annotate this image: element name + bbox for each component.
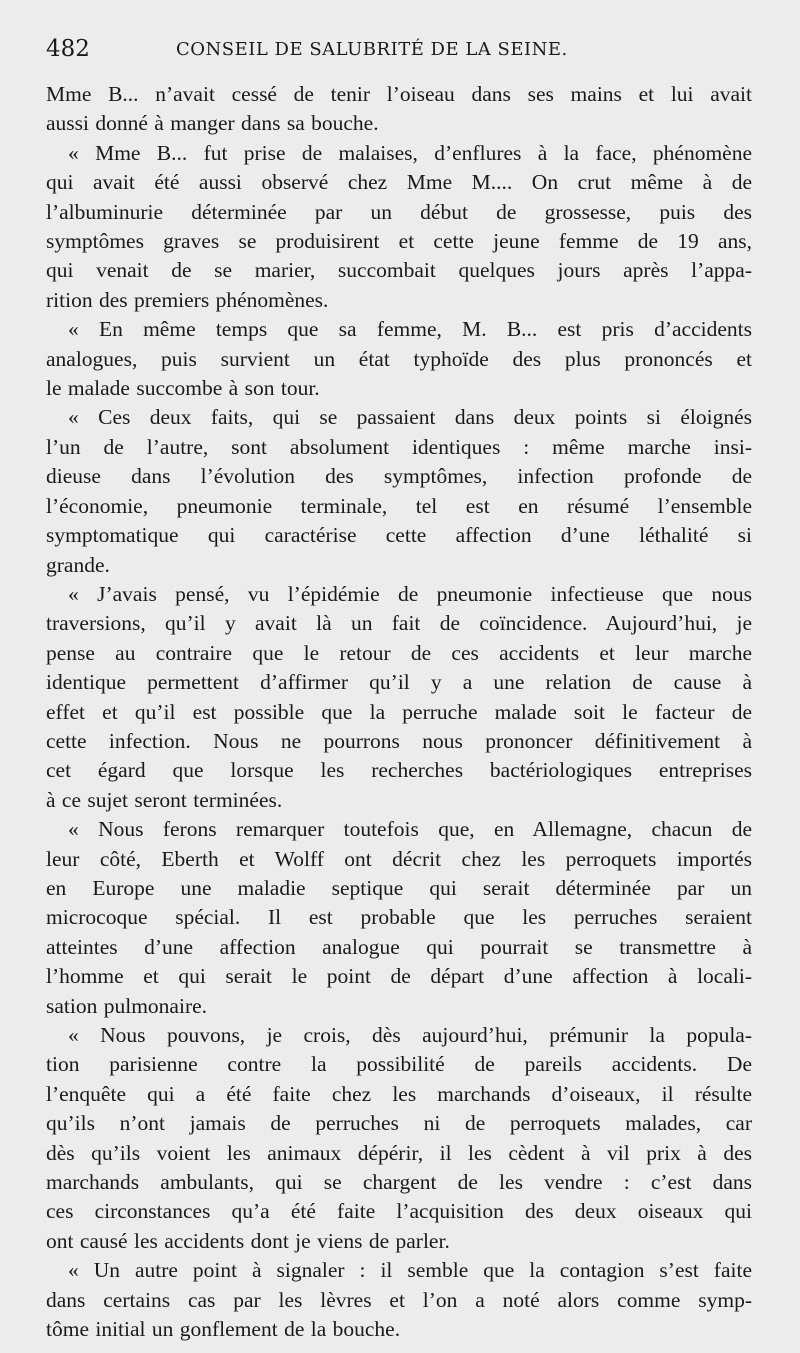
text-line: sation pulmonaire.	[46, 993, 208, 1018]
text-line: « Ces deux faits, qui se passaient dans deux points si éloignés	[68, 405, 752, 430]
text-line: l’économie, pneumonie terminale, tel est en résumé l’ensemble	[46, 493, 752, 518]
text-line: dans certains cas par les lèvres et l’on a noté alors comme symp-	[46, 1287, 752, 1312]
paragraph	[46, 139, 752, 315]
paragraph	[46, 80, 752, 139]
paragraph	[46, 403, 752, 579]
paragraph	[46, 1256, 752, 1344]
text-line: atteintes d’une affection analogue qui pourrait se transmettre à	[46, 934, 752, 959]
text-line: symptomatique qui caractérise cette affection d’une léthalité si	[46, 523, 752, 548]
text-line: Mme B... n’avait cessé de tenir l’oiseau dans ses mains et lui avait	[46, 82, 752, 106]
page-number: 482	[46, 36, 90, 62]
text-line: « Un autre point à signaler : il semble que la contagion s’est faite	[68, 1258, 752, 1283]
text-line: le malade succombe à son tour.	[46, 376, 320, 401]
text-line: cet égard que lorsque les recherches bactériologiques entreprises	[46, 758, 752, 783]
text-line: ont causé les accidents dont je viens de parler.	[46, 1228, 450, 1253]
text-line: grande.	[46, 552, 110, 577]
text-line: « J’avais pensé, vu l’épidémie de pneumonie infectieuse que nous	[68, 581, 752, 606]
running-title: CONSEIL DE SALUBRITÉ DE LA SEINE.	[176, 39, 568, 60]
text-line: cette infection. Nous ne pourrons nous prononcer définitivement à	[46, 728, 752, 753]
text-line: tion parisienne contre la possibilité de pareils accidents. De	[46, 1052, 752, 1077]
text-line: l’enquête qui a été faite chez les marchands d’oiseaux, il résulte	[46, 1081, 752, 1106]
body-text	[46, 80, 752, 1344]
text-line: qui avait été aussi observé chez Mme M.... On crut même à de	[46, 170, 752, 195]
text-line: rition des premiers phénomènes.	[46, 287, 329, 312]
text-line: microcoque spécial. Il est probable que les perruches seraient	[46, 905, 752, 930]
text-line: tôme initial un gonflement de la bouche.	[46, 1317, 401, 1342]
text-line: « En même temps que sa femme, M. B... est pris d’accidents	[68, 317, 752, 342]
text-line: l’un de l’autre, sont absolument identiques : même marche insi-	[46, 434, 752, 459]
text-line: dès qu’ils voient les animaux dépérir, il les cèdent à vil prix à des	[46, 1140, 752, 1165]
text-line: leur côté, Eberth et Wolff ont décrit chez les perroquets importés	[46, 846, 752, 871]
text-line: à ce sujet seront terminées.	[46, 787, 283, 812]
text-line: « Nous pouvons, je crois, dès aujourd’hui, prémunir la popula-	[68, 1023, 752, 1047]
paragraph	[46, 815, 752, 1021]
text-line: en Europe une maladie septique qui serait déterminée par un	[46, 875, 752, 900]
text-line: traversions, qu’il y avait là un fait de coïncidence. Aujourd’hui, je	[46, 611, 752, 636]
text-line: qui venait de se marier, succombait quelques jours après l’appa-	[46, 258, 752, 283]
text-line: analogues, puis survient un état typhoïde des plus prononcés et	[46, 346, 752, 371]
text-line: « Mme B... fut prise de malaises, d’enflures à la face, phénomène	[68, 140, 752, 165]
text-line: marchands ambulants, qui se chargent de les vendre : c’est dans	[46, 1170, 752, 1195]
text-line: l’albuminurie déterminée par un début de grossesse, puis des	[46, 199, 752, 224]
text-line: ces circonstances qu’a été faite l’acquisition des deux oiseaux qui	[46, 1199, 752, 1224]
text-line: pense au contraire que le retour de ces accidents et leur marche	[46, 640, 752, 665]
text-line: identique permettent d’affirmer qu’il y a une relation de cause à	[46, 670, 752, 695]
text-line: aussi donné à manger dans sa bouche.	[46, 111, 379, 136]
text-line: symptômes graves se produisirent et cette jeune femme de 19 ans,	[46, 229, 752, 254]
text-line: effet et qu’il est possible que la perruche malade soit le facteur de	[46, 699, 752, 724]
page-header	[46, 36, 752, 72]
text-line: « Nous ferons remarquer toutefois que, en Allemagne, chacun de	[68, 817, 752, 842]
text-line: l’homme et qui serait le point de départ d’une affection à locali-	[46, 964, 752, 989]
paragraph	[46, 1021, 752, 1256]
text-line: qu’ils n’ont jamais de perruches ni de perroquets malades, car	[46, 1111, 752, 1136]
paragraph	[46, 315, 752, 403]
paragraph	[46, 580, 752, 815]
text-line: dieuse dans l’évolution des symptômes, infection profonde de	[46, 464, 752, 489]
